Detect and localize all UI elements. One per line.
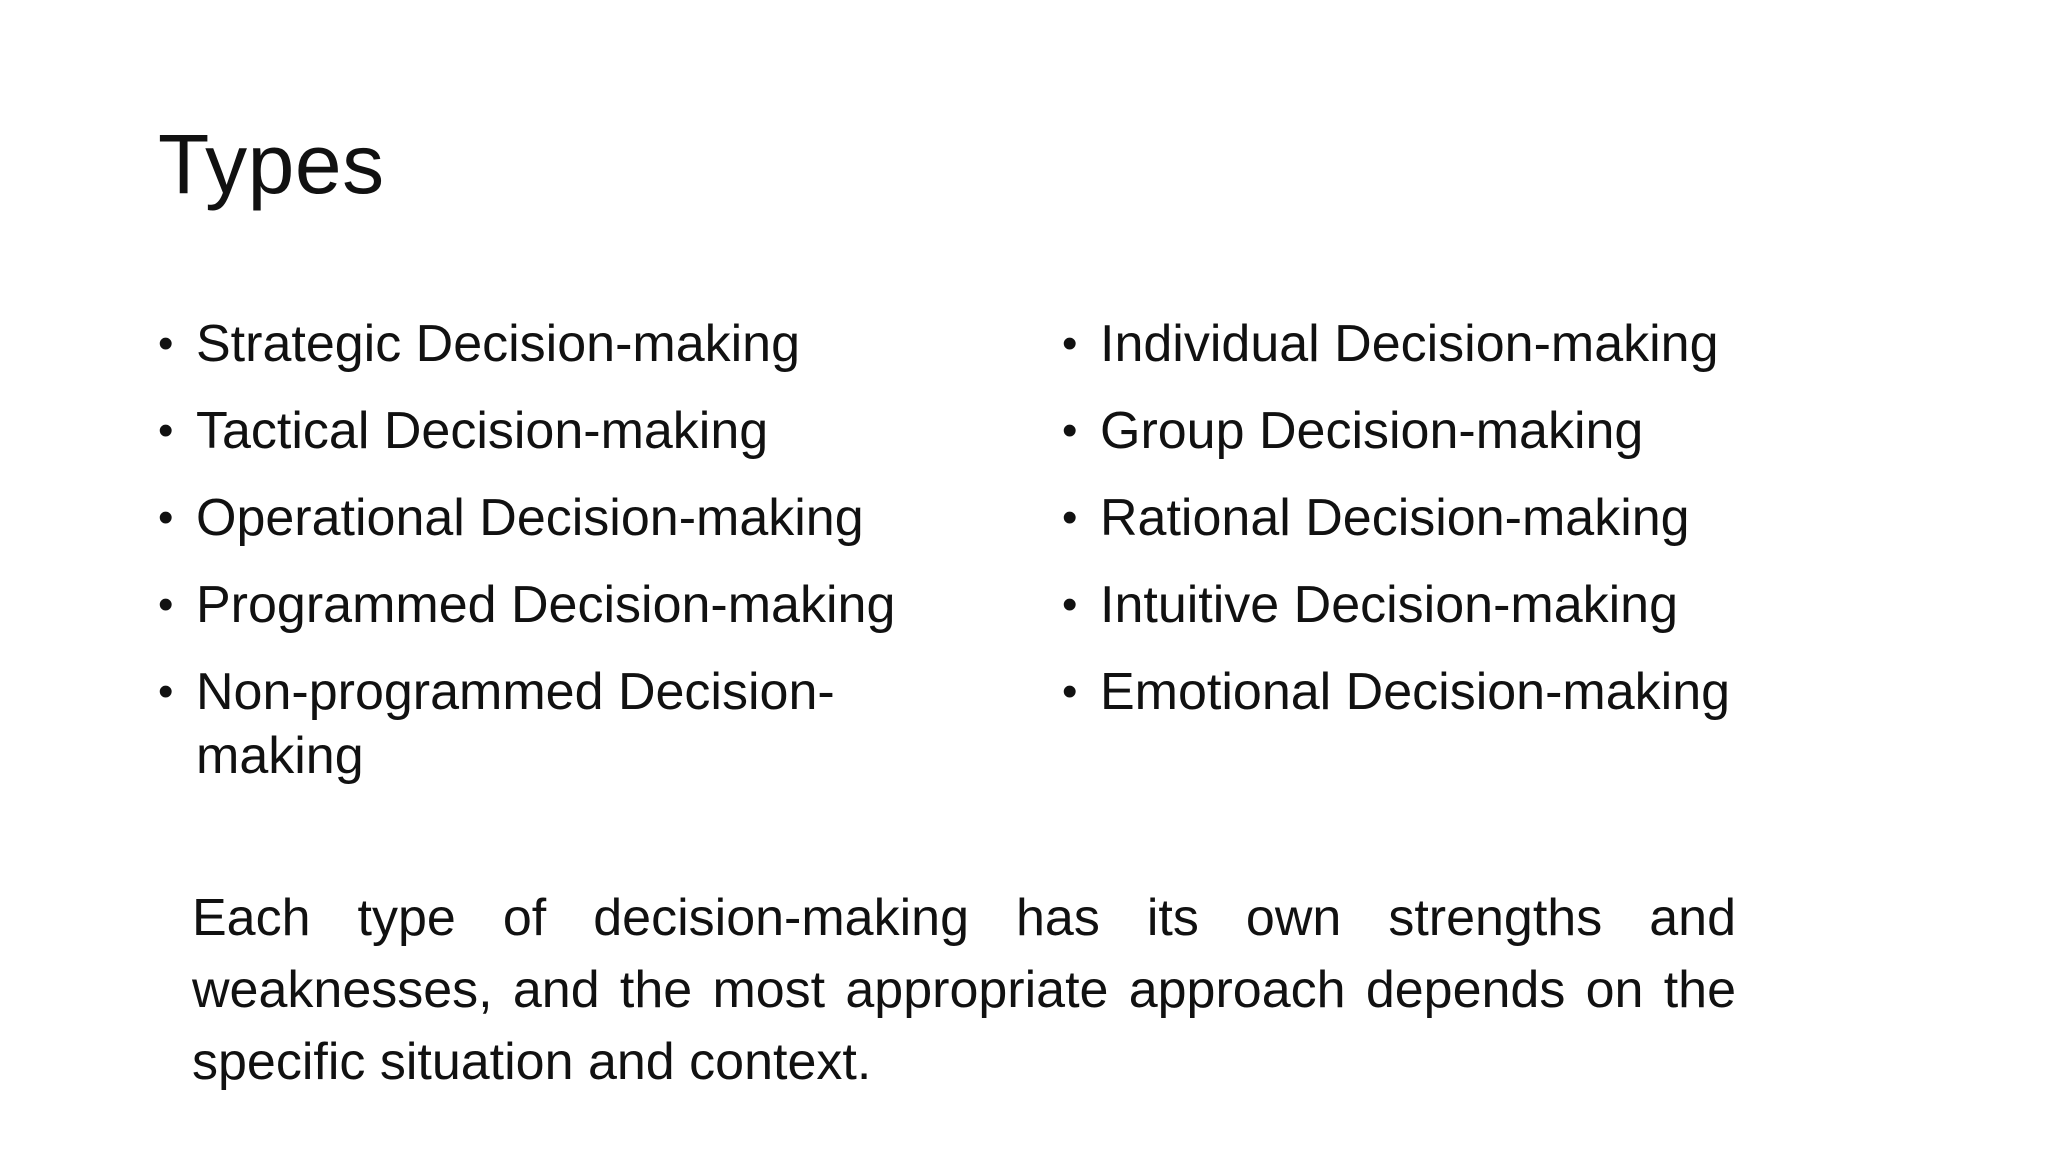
bullet-icon: • [1062,580,1078,629]
list-item-label: Programmed Decision-making [196,576,896,634]
left-bullet-list [158,312,978,811]
list-item [158,312,978,376]
right-bullet-list [1062,312,1882,747]
bullet-icon: • [158,406,174,455]
list-item [158,399,978,463]
list-item [1062,486,1882,550]
list-item-label: Tactical Decision-making [196,402,769,460]
list-item [1062,573,1882,637]
list-item [1062,399,1882,463]
list-item-label: Intuitive Decision-making [1100,576,1679,634]
list-item-label: Operational Decision-making [196,489,864,547]
bullet-icon: • [158,667,174,716]
bullet-icon: • [158,493,174,542]
bullet-icon: • [1062,319,1078,368]
list-item-label: Group Decision-making [1100,402,1644,460]
list-item [158,573,978,637]
list-item [158,486,978,550]
summary-paragraph: Each type of decision-making has its own strengths and weaknesses, and the most appropriate approach depends on the specific situation and context. [192,889,1736,1091]
list-item [1062,660,1882,724]
slide-title: Types [158,117,385,211]
list-item-label: Rational Decision-making [1100,489,1690,547]
list-item-label: Strategic Decision-making [196,315,801,373]
list-item-label: Individual Decision-making [1100,315,1719,373]
bullet-icon: • [1062,406,1078,455]
bullet-icon: • [1062,667,1078,716]
bullet-icon: • [1062,493,1078,542]
list-item-label: Emotional Decision-making [1100,663,1731,721]
list-item [1062,312,1882,376]
bullet-icon: • [158,319,174,368]
bullet-icon: • [158,580,174,629]
list-item [158,660,978,788]
list-item-label: Non-programmed Decision-making [196,663,835,785]
